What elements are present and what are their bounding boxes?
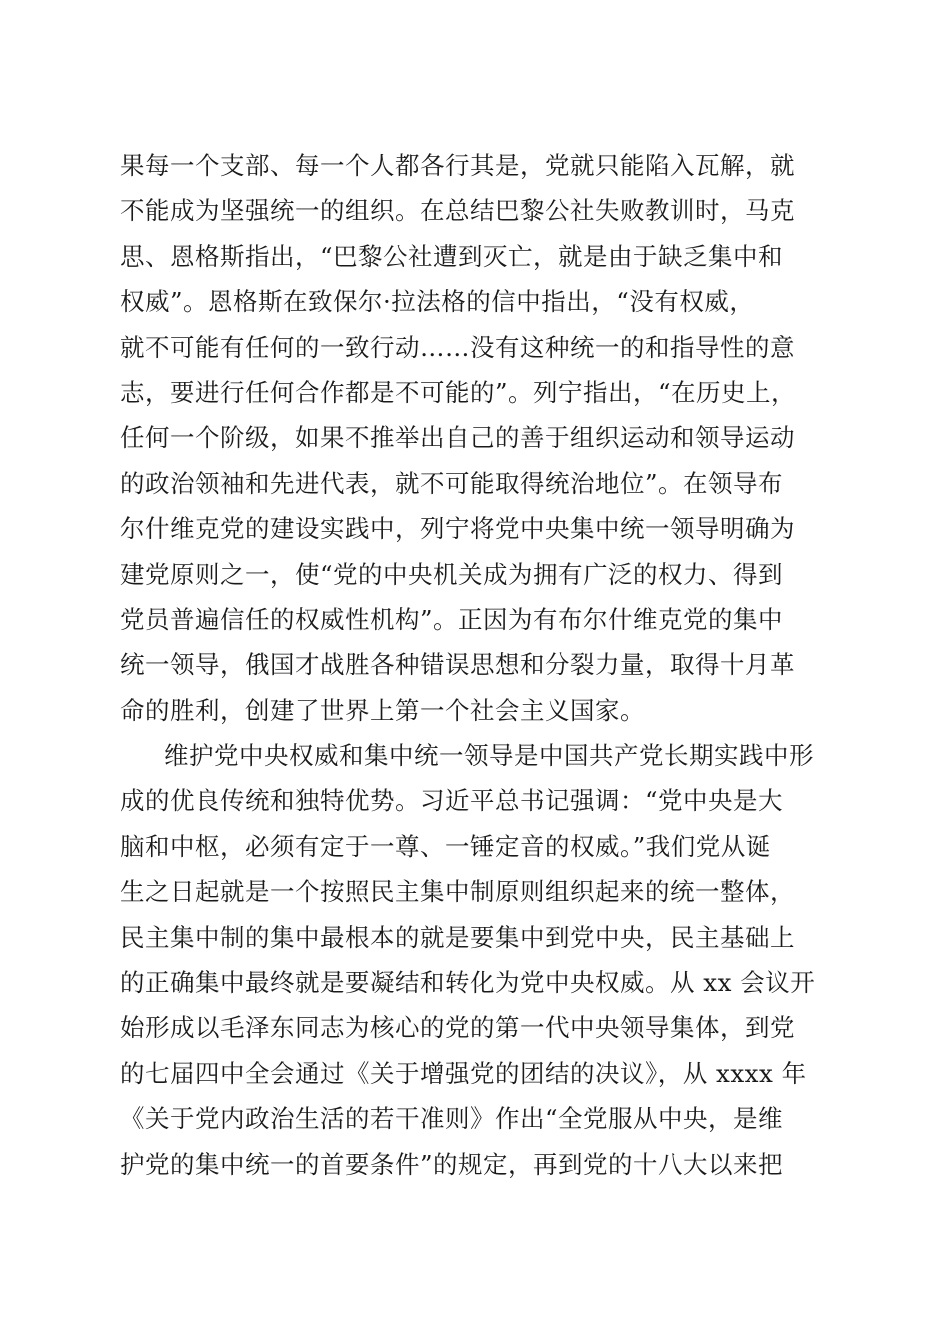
text-line: 脑和中枢，必须有定于一尊、一锤定音的权威。”我们党从诞 <box>120 831 771 861</box>
text-line: 党员普遍信任的权威性机构”。正因为有布尔什维克党的集中 <box>120 604 784 634</box>
text-line: 就不可能有任何的一致行动……没有这种统一的和指导性的意 <box>120 332 795 362</box>
text-line: 尔什维克党的建设实践中，列宁将党中央集中统一领导明确为 <box>120 514 795 544</box>
text-line: 维护党中央权威和集中统一领导是中国共产党长期实践中形 <box>164 741 814 771</box>
text-line: 志，要进行任何合作都是不可能的”。列宁指出，“在历史上， <box>120 377 797 407</box>
document-body <box>120 143 840 1187</box>
text-line: 的政治领袖和先进代表，就不可能取得统治地位”。在领导布 <box>120 468 784 498</box>
text-line: 生之日起就是一个按照民主集中制原则组织起来的统一整体， <box>120 877 795 907</box>
text-line: 的正确集中最终就是要凝结和转化为党中央权威。从 xx 会议开 <box>120 968 816 998</box>
paragraph-2 <box>120 733 840 1187</box>
text-line: 《关于党内政治生活的若干准则》作出“全党服从中央，是维 <box>120 1104 784 1134</box>
text-line: 成的优良传统和独特优势。习近平总书记强调：“党中央是大 <box>120 786 784 816</box>
text-line: 权威”。恩格斯在致保尔·拉法格的信中指出，“没有权威， <box>120 287 755 317</box>
text-line: 命的胜利，创建了世界上第一个社会主义国家。 <box>120 695 645 725</box>
text-line: 不能成为坚强统一的组织。在总结巴黎公社失败教训时，马克 <box>120 196 795 226</box>
text-line: 民主集中制的集中最根本的就是要集中到党中央，民主基础上 <box>120 922 795 952</box>
text-line: 始形成以毛泽东同志为核心的党的第一代中央领导集体，到党 <box>120 1013 795 1043</box>
text-line: 统一领导，俄国才战胜各种错误思想和分裂力量，取得十月革 <box>120 650 795 680</box>
text-line: 任何一个阶级，如果不推举出自己的善于组织运动和领导运动 <box>120 423 795 453</box>
text-line: 果每一个支部、每一个人都各行其是，党就只能陷入瓦解，就 <box>120 151 795 180</box>
text-line: 护党的集中统一的首要条件”的规定，再到党的十八大以来把 <box>120 1149 784 1179</box>
paragraph-1 <box>120 143 840 733</box>
text-line: 建党原则之一，使“党的中央机关成为拥有广泛的权力、得到 <box>120 559 784 589</box>
text-line: 思、恩格斯指出，“巴黎公社遭到灭亡，就是由于缺乏集中和 <box>120 241 784 271</box>
text-line: 的七届四中全会通过《关于增强党的团结的决议》，从 xxxx 年 <box>120 1058 807 1088</box>
